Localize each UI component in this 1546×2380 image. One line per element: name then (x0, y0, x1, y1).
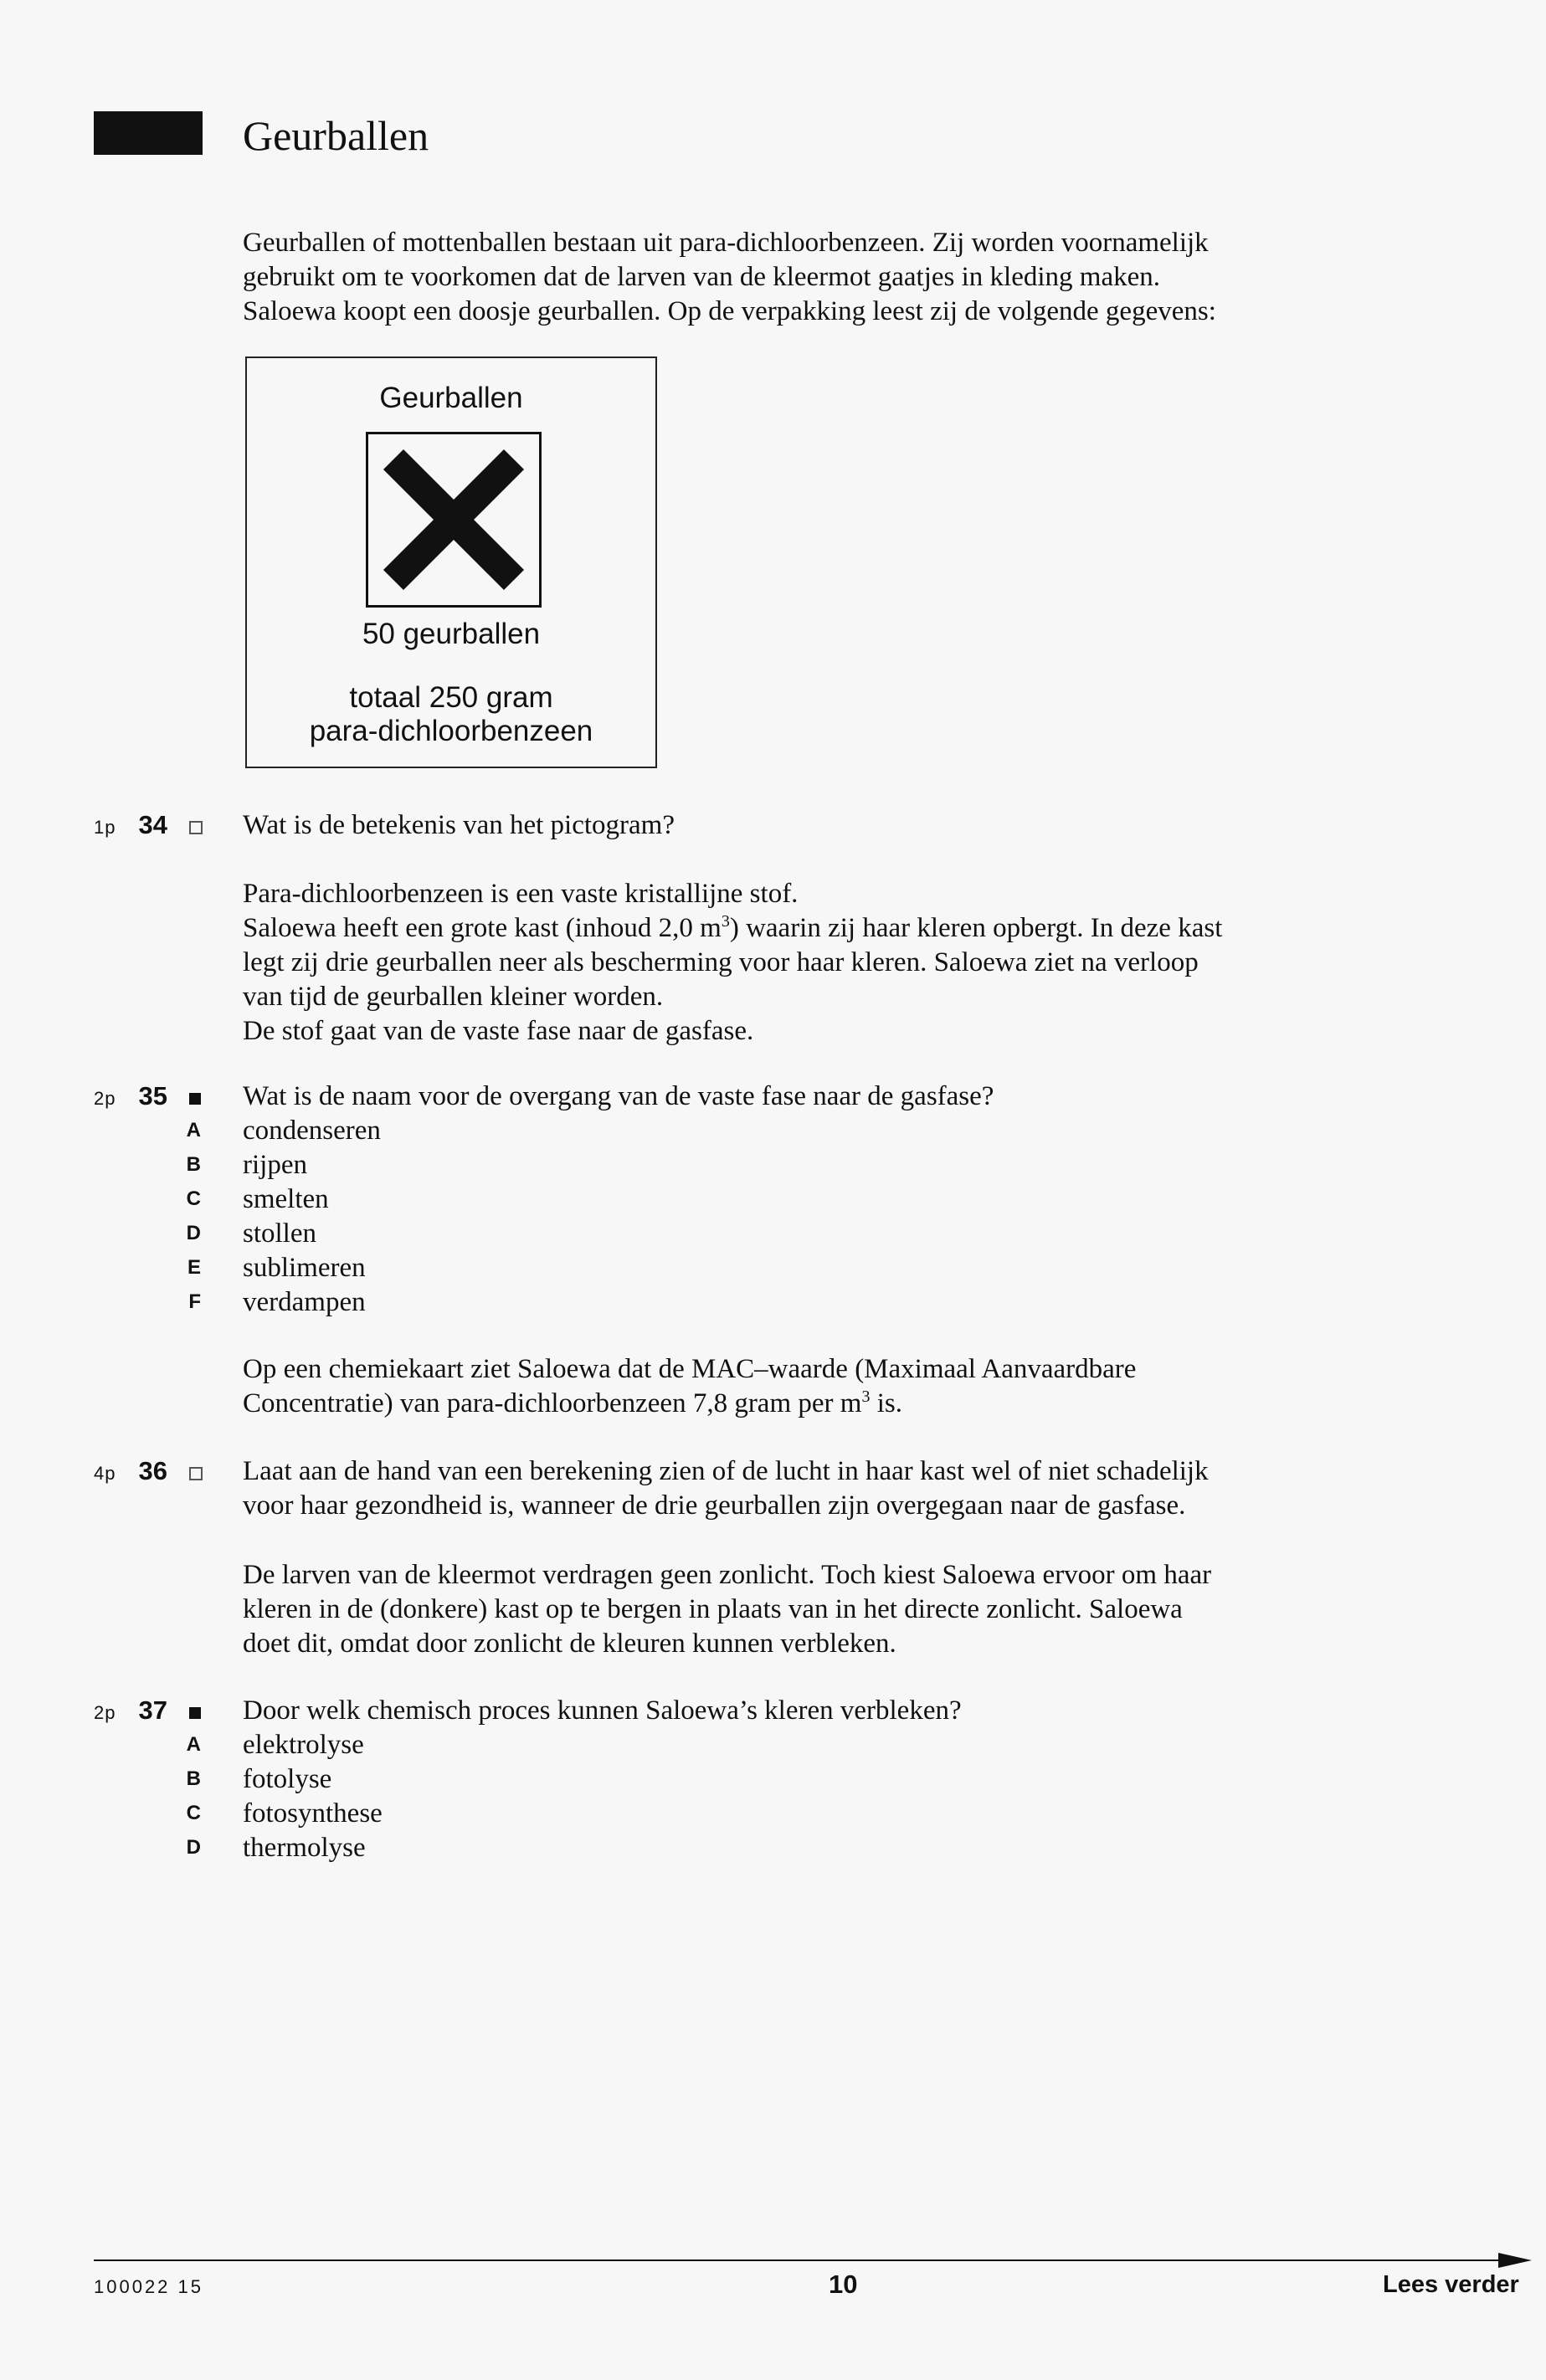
text-line: kleren in de (donkere) kast op te bergen in plaats van in het directe zonlicht. Saloewa (243, 1594, 1183, 1624)
page-title: Geurballen (243, 112, 429, 159)
question-points: 1p (94, 817, 116, 838)
label-substance-line: para-dichloorbenzeen (309, 715, 593, 747)
text-line: legt zij drie geurballen neer als bescherming voor haar kleren. Saloewa ziet na verloop (243, 947, 1199, 977)
context-paragraph (243, 1558, 1431, 1661)
hazard-cross-icon (366, 432, 542, 608)
text-line: Saloewa heeft een grote kast (inhoud 2,0 $m^3$) waarin zij haar kleren opbergt. In deze kast (243, 912, 1223, 943)
option-letter: B (186, 1767, 201, 1790)
header-block (94, 111, 203, 155)
text-line: Para-dichloorbenzeen is een vaste kristallijne stof. (243, 879, 799, 909)
option-text: sublimeren (243, 1253, 366, 1283)
label-total-line: totaal 250 gram (349, 681, 553, 714)
label-count: 50 geurballen (362, 618, 541, 650)
multiple-choice-marker (189, 1707, 201, 1719)
option-letter: E (187, 1256, 201, 1279)
text-line: De larven van de kleermot verdragen geen zonlicht. Toch kiest Saloewa ervoor om haar (243, 1560, 1212, 1590)
option-letter: B (186, 1153, 201, 1176)
context-paragraph (243, 1352, 1431, 1421)
question-text: Wat is de naam voor de overgang van de vaste fase naar de gasfase? (243, 1081, 994, 1111)
option-text: rijpen (243, 1150, 307, 1180)
text-line: Saloewa koopt een doosje geurballen. Op de verpakking leest zij de volgende gegevens: (243, 296, 1216, 326)
option-text: thermolyse (243, 1833, 366, 1863)
open-question-marker (189, 821, 203, 834)
packaging-label (245, 356, 657, 768)
arrow-right-icon (1498, 2253, 1532, 2268)
question-points: 4p (94, 1463, 116, 1484)
question-text: Door welk chemisch proces kunnen Saloewa’s kleren verbleken? (243, 1695, 962, 1726)
option-text: stollen (243, 1218, 316, 1249)
text-line: Geurballen of mottenballen bestaan uit para-dichloorbenzeen. Zij worden voornamelijk (243, 228, 1209, 258)
label-title: Geurballen (379, 382, 523, 414)
question-number: 34 (138, 810, 167, 839)
footer-rule (94, 2259, 1517, 2261)
multiple-choice-marker (189, 1093, 201, 1105)
question-points: 2p (94, 1088, 116, 1109)
question-text (243, 1454, 1431, 1523)
question-points: 2p (94, 1702, 116, 1723)
continue-label: Lees verder (1383, 2271, 1519, 2298)
text-line: doet dit, omdat door zonlicht de kleuren kunnen verbleken. (243, 1629, 896, 1659)
text-line: van tijd de geurballen kleiner worden. (243, 982, 664, 1012)
question-number: 37 (138, 1695, 167, 1725)
text-line: Op een chemiekaart ziet Saloewa dat de MAC–waarde (Maximaal Aanvaardbare (243, 1354, 1137, 1384)
option-text: verdampen (243, 1287, 366, 1317)
option-letter: C (186, 1187, 201, 1210)
exam-code: 100022 15 (94, 2276, 203, 2297)
option-text: condenseren (243, 1116, 381, 1146)
text-line: voor haar gezondheid is, wanneer de drie geurballen zijn overgegaan naar de gasfase. (243, 1490, 1186, 1521)
context-paragraph (243, 877, 1431, 1049)
option-letter: D (186, 1836, 201, 1859)
open-question-marker (189, 1467, 203, 1480)
question-number: 36 (138, 1456, 167, 1485)
question-number: 35 (138, 1081, 167, 1110)
text-line: Laat aan de hand van een berekening zien of de lucht in haar kast wel of niet schadelijk (243, 1456, 1209, 1486)
label-total (247, 681, 655, 748)
option-text: smelten (243, 1184, 329, 1214)
option-letter: A (186, 1733, 201, 1756)
option-letter: A (186, 1119, 201, 1141)
option-text: fotosynthese (243, 1798, 383, 1829)
option-letter: D (186, 1222, 201, 1244)
text-line: Concentratie) van para-dichloorbenzeen 7,8 gram per $m^3$ is. (243, 1387, 902, 1418)
text-line: De stof gaat van de vaste fase naar de gasfase. (243, 1016, 754, 1046)
text-line: gebruikt om te voorkomen dat de larven van de kleermot gaatjes in kleding maken. (243, 262, 1160, 292)
intro-paragraph (243, 226, 1431, 329)
option-text: fotolyse (243, 1764, 332, 1794)
option-letter: F (188, 1290, 201, 1313)
question-text: Wat is de betekenis van het pictogram? (243, 810, 675, 840)
page-number: 10 (829, 2270, 858, 2299)
option-text: elektrolyse (243, 1730, 364, 1760)
option-letter: C (186, 1802, 201, 1824)
